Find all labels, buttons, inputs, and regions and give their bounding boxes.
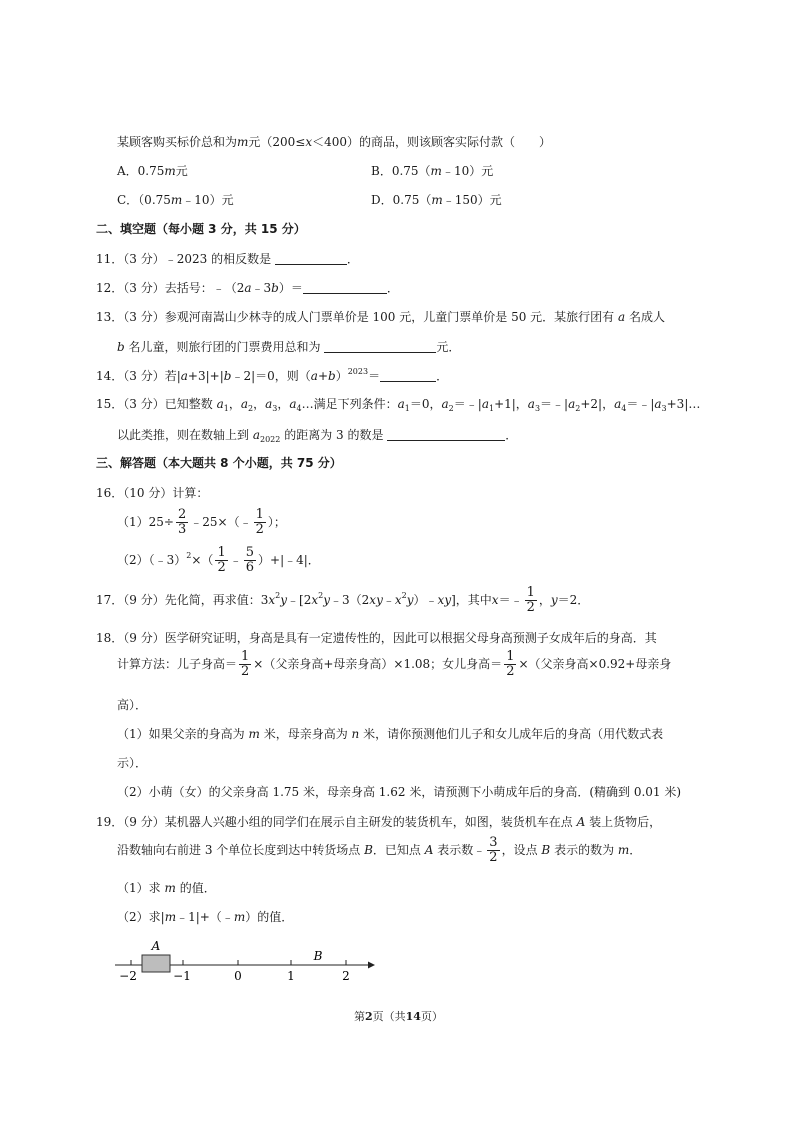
- q16-title: 16．（10 分）计算：: [96, 486, 209, 500]
- q10-option-c: C．（0.75m﹣10）元: [117, 193, 234, 207]
- q19-line2: 沿数轴向右前进 3 个单位长度到达中转货场点 B．已知点 A 表示数﹣ $\frac{3}{2}$ ，设点 B 表示的数为 m．: [117, 835, 642, 865]
- q18-line2: 计算方法：儿子身高＝ $\frac{1}{2}$ ×（父亲身高+母亲身高）×1.08；女儿身高＝ $\frac{1}{2}$ ×（父亲身高×0.92+母亲身: [117, 649, 672, 679]
- q11-answer-blank[interactable]: [275, 252, 347, 265]
- fraction-5-6: $\frac{5}{6}$: [245, 545, 255, 575]
- q13-answer-blank[interactable]: [324, 340, 436, 353]
- fraction-1-2: $\frac{1}{2}$: [217, 545, 226, 575]
- q15-answer-blank[interactable]: [387, 428, 505, 441]
- page-footer: 第2页（共14页）: [354, 1010, 443, 1023]
- cargo-box: [142, 955, 170, 972]
- tick-label-minus-2: −2: [119, 969, 137, 983]
- tick-label-1: 1: [287, 969, 295, 983]
- tick-label-minus-1: −1: [173, 969, 191, 983]
- fraction-1-2: $\frac{1}{2}$: [506, 649, 515, 679]
- q16-part2: （2）（﹣3）$^2$×（ $\frac{1}{2}$ ﹣ $\frac{5}{6}$ ）+|﹣4|．: [117, 545, 320, 575]
- q16-part1: （1）25÷ $\frac{2}{3}$ ﹣25×（﹣ $\frac{1}{2}$ ）；: [117, 507, 286, 537]
- point-a-label: A: [151, 939, 161, 953]
- q10-option-a: A．0.75m元: [117, 164, 188, 178]
- q12-answer-blank[interactable]: [303, 281, 387, 294]
- q18-line1: 18．（9 分）医学研究证明，身高是具有一定遗传性的，因此可以根据父母身高预测子女成年后的身高．其: [96, 631, 657, 645]
- fraction-3-2: $\frac{3}{2}$: [489, 835, 498, 865]
- section2-title: 二、填空题（每小题 3 分，共 15 分）: [96, 222, 306, 236]
- q14-answer-blank[interactable]: [380, 369, 436, 382]
- q14: 14．（3 分）若|a+3|+|b﹣2|＝0，则$(a+b)^{2023}=$ ．: [96, 367, 449, 383]
- q10-option-b: B．0.75（m﹣10）元: [371, 164, 494, 178]
- number-line-arrow: [368, 962, 375, 969]
- q10-stem: 某顾客购买标价总和为m元（200≤x＜400）的商品，则该顾客实际付款（ ）: [117, 135, 552, 149]
- q13-line1: 13．（3 分）参观河南嵩山少林寺的成人门票单价是 100 元，儿童门票单价是 50 元．某旅行团有 a 名成人: [96, 310, 665, 324]
- point-b-label: B: [313, 949, 323, 963]
- number-line-figure: [110, 938, 380, 988]
- q15-line1: 15．（3 分）已知整数 $a_1$，$a_2$，$a_3$，$a_4\dots$满足下列条件：$a_1=0$，$a_2=﹣|a_1+1|$，$a_3=﹣|a_2+2|$，$a_4=﹣|a_3+3|\dots$: [96, 397, 701, 413]
- fraction-2-3: $\frac{2}{3}$: [177, 507, 187, 537]
- q18-part1: （1）如果父亲的身高为 m 米，母亲身高为 n 米，请你预测他们儿子和女儿成年后的身高（用代数式表: [117, 727, 664, 741]
- fraction-1-2: $\frac{1}{2}$: [526, 585, 535, 615]
- q10-option-d: D．0.75（m﹣150）元: [371, 193, 502, 207]
- q12: 12．（3 分）去括号：﹣（2a﹣3b）＝ ．: [96, 281, 399, 295]
- section3-title: 三、解答题（本大题共 8 个小题，共 75 分）: [96, 456, 342, 470]
- q18-line3: 高）．: [117, 698, 148, 712]
- q19-line1: 19．（9 分）某机器人兴趣小组的同学们在展示自主研发的装货机车，如图，装货机车在点 A 装上货物后，: [96, 815, 662, 829]
- q19-part1: （1）求 m 的值．: [117, 881, 216, 895]
- q18-part2: （2）小萌（女）的父亲身高 1.75 米，母亲身高 1.62 米，请预测下小萌成年后的身高．(精确到 0.01 米): [117, 785, 682, 799]
- q17: 17．（9 分）先化简，再求值：$3x^2y﹣[2x^2y﹣3(2xy﹣x^2y)﹣xy]$，其中x＝﹣ $\frac{1}{2}$ ，y＝2．: [96, 585, 590, 615]
- q19-part2: （2）求|m﹣1|+（﹣m）的值．: [117, 910, 294, 924]
- q13-line2: b 名儿童，则旅行团的门票费用总和为 元．: [117, 340, 461, 354]
- tick-label-0: 0: [234, 969, 242, 983]
- q11: 11．（3 分）﹣2023 的相反数是 ．: [96, 252, 359, 266]
- tick-label-2: 2: [342, 969, 350, 983]
- fraction-1-2: $\frac{1}{2}$: [241, 649, 250, 679]
- fraction-1-2: $\frac{1}{2}$: [255, 507, 264, 537]
- q15-line2: 以此类推，则在数轴上到 $a_{2022}$ 的距离为 3 的数是 ．: [117, 428, 518, 444]
- q18-part1-cont: 示）．: [117, 756, 148, 770]
